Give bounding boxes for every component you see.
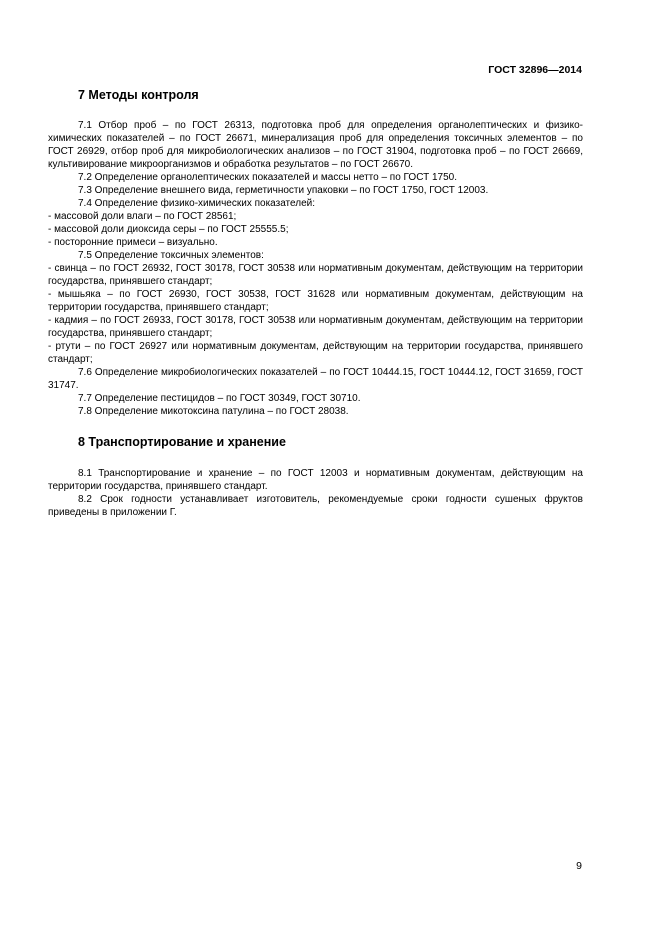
paragraph-7-1: 7.1 Отбор проб – по ГОСТ 26313, подготовка проб для определения органолептических и физико-химических показателей – по ГОСТ 26671, минерализация проб для определения токсичных элементов – по ГОСТ 26929, отбор проб для микробиологических анализов – по ГОСТ 31904, подготовка проб – по ГОСТ 26669, культивирование микроорганизмов и обработка результатов – по ГОСТ 26670. [48, 120, 583, 170]
paragraph-7-4: 7.4 Определение физико-химических показателей: [78, 198, 316, 209]
section-8-title: 8 Транспортирование и хранение [78, 435, 286, 449]
paragraph-7-5: 7.5 Определение токсичных элементов: [78, 250, 264, 261]
paragraph-7-8: 7.8 Определение микотоксина патулина – по ГОСТ 28038. [78, 406, 349, 417]
list-item: - ртути – по ГОСТ 26927 или нормативным документам, действующим на территории государства, принявшего стандарт; [48, 341, 583, 365]
paragraph-7-6: 7.6 Определение микробиологических показателей – по ГОСТ 10444.15, ГОСТ 10444.12, ГОСТ 31659, ГОСТ 31747. [48, 367, 583, 391]
document-code: ГОСТ 32896—2014 [488, 64, 582, 76]
list-item: - массовой доли диоксида серы – по ГОСТ 25555.5; [48, 224, 289, 235]
list-item: - мышьяка – по ГОСТ 26930, ГОСТ 30538, ГОСТ 31628 или нормативным документам, действующим на территории государства, принявшего стандарт; [48, 289, 583, 313]
paragraph-7-7: 7.7 Определение пестицидов – по ГОСТ 30349, ГОСТ 30710. [78, 393, 361, 404]
section-7-title: 7 Методы контроля [78, 88, 199, 102]
page-content [48, 88, 583, 519]
page-number: 9 [576, 860, 582, 872]
paragraph-7-3: 7.3 Определение внешнего вида, герметичности упаковки – по ГОСТ 1750, ГОСТ 12003. [78, 185, 489, 196]
list-item: - посторонние примеси – визуально. [48, 237, 218, 248]
paragraph-8-1: 8.1 Транспортирование и хранение – по ГОСТ 12003 и нормативным документам, действующим на территории государства, принявшего стандарт. [48, 468, 583, 492]
list-item: - массовой доли влаги – по ГОСТ 28561; [48, 211, 237, 222]
paragraph-7-2: 7.2 Определение органолептических показателей и массы нетто – по ГОСТ 1750. [78, 172, 457, 183]
paragraph-8-2: 8.2 Срок годности устанавливает изготовитель, рекомендуемые сроки годности сушеных фруктов приведены в приложении Г. [48, 494, 583, 518]
list-item: - свинца – по ГОСТ 26932, ГОСТ 30178, ГОСТ 30538 или нормативным документам, действующим на территории государства, принявшего стандарт; [48, 263, 583, 287]
list-item: - кадмия – по ГОСТ 26933, ГОСТ 30178, ГОСТ 30538 или нормативным документам, действующим на территории государства, принявшего стандарт; [48, 315, 583, 339]
